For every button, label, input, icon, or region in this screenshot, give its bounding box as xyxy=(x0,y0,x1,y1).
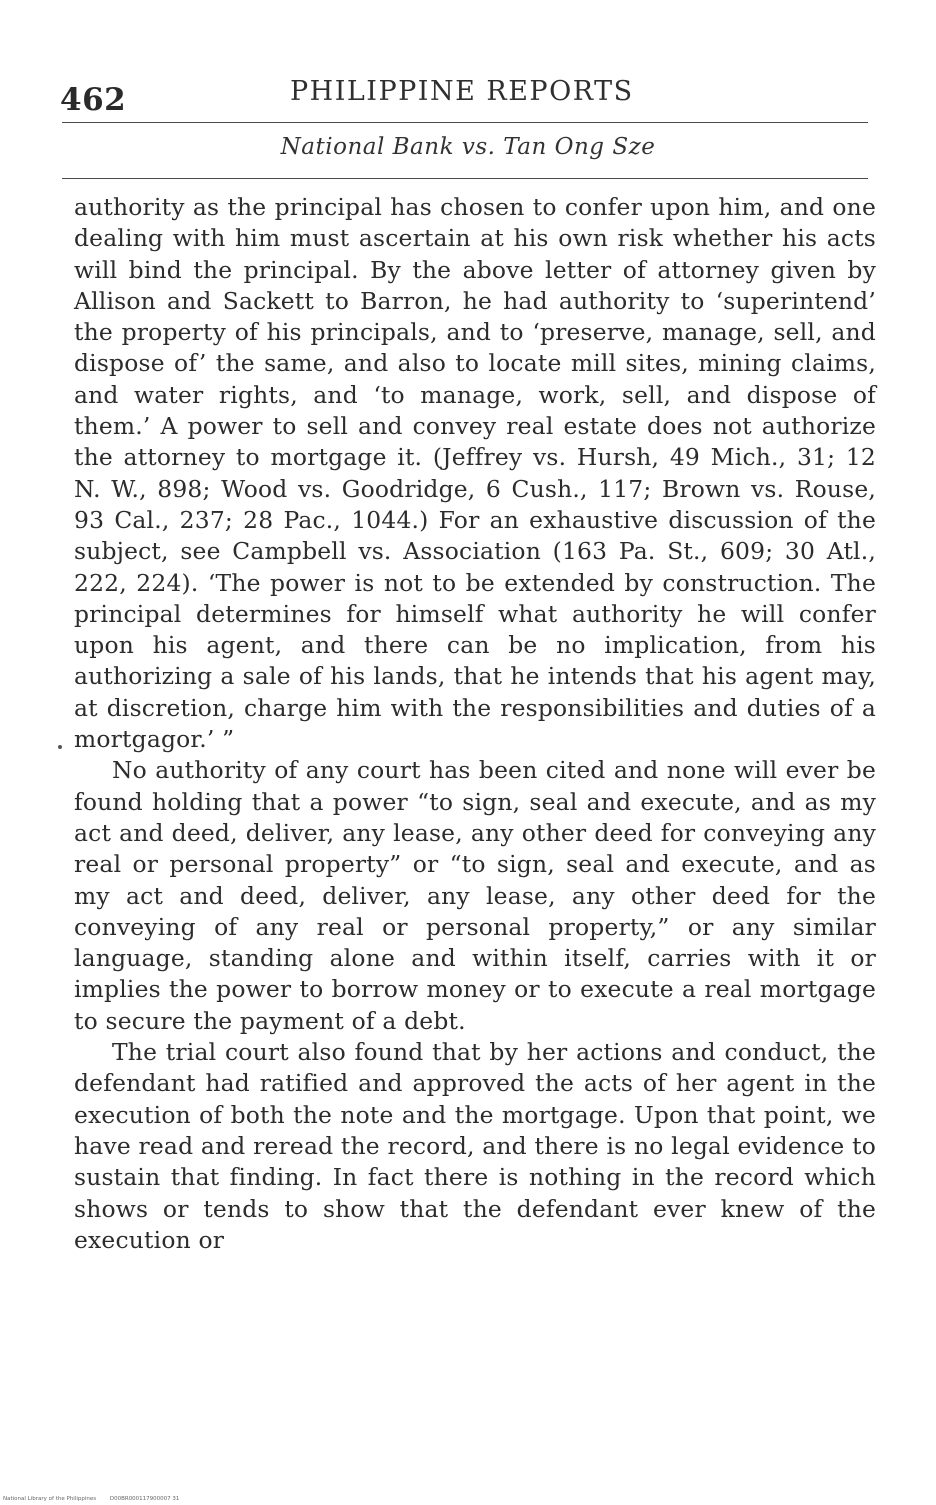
margin-mark xyxy=(58,745,62,749)
footer-scan-id: D00BR000117900007 31 xyxy=(109,1496,180,1502)
case-title: National Bank vs. Tan Ong Sze xyxy=(280,134,656,160)
footer-library: National Library of the Philippines xyxy=(3,1496,97,1502)
header-rule-bottom xyxy=(62,178,868,179)
page-number: 462 xyxy=(60,82,127,118)
header-rule-top xyxy=(62,122,868,123)
paragraph-trial-court: The trial court also found that by her actions and conduct, the defendant had ratified and approved the acts of her agent in the execution of both the note and the mortgage. Upon that point, we have read and reread the record, and there is no legal evidence to sustain that finding. In fact there is nothing in the record which shows or tends to show that the defendant ever knew of the execution or xyxy=(74,1038,876,1254)
paragraph-continued: authority as the principal has chosen to confer upon him, and one dealing with him must ascertain at his own risk whether his acts will bind the principal. By the above letter of attorney given by Allison and Sackett to Barron, he had authority to ‘superintend’ the property of his principals, and to ‘preserve, manage, sell, and dispose of’ the same, and also to locate mill sites, mining claims, and water rights, and ‘to manage, work, sell, and dispose of them.’ A power to sell and convey real estate does not authorize the attorney to mortgage it. (Jeffrey vs. Hursh, 49 Mich., 31; 12 N. W., 898; Wood vs. Goodridge, 6 Cush., 117; Brown vs. Rouse, 93 Cal., 237; 28 Pac., 1044.) For an exhaustive discussion of the subject, see Campbell vs. Association (163 Pa. St., 609; 30 Atl., 222, 224). ‘The power is not to be extended by construction. The principal determines for himself what authority he will confer upon his agent, and there can be no implication, from his authorizing a sale of his lands, that he intends that his agent may, at discretion, charge him with the responsibilities and duties of a mortgagor.’ ” xyxy=(74,193,876,754)
paragraph-no-authority: No authority of any court has been cited and none will ever be found holding that a power “to sign, seal and execute, and as my act and deed, deliver, any lease, any other deed for conveying any real or personal property” or “to sign, seal and execute, and as my act and deed, deliver, any lease, any other deed for the conveying of any real or personal property,” or any similar language, standing alone and within itself, carries with it or implies the power to borrow money or to execute a real mortgage to secure the payment of a debt. xyxy=(74,756,876,1035)
body-text xyxy=(74,192,876,1256)
scan-footer xyxy=(3,1496,179,1502)
running-head: PHILIPPINE REPORTS xyxy=(290,76,634,107)
